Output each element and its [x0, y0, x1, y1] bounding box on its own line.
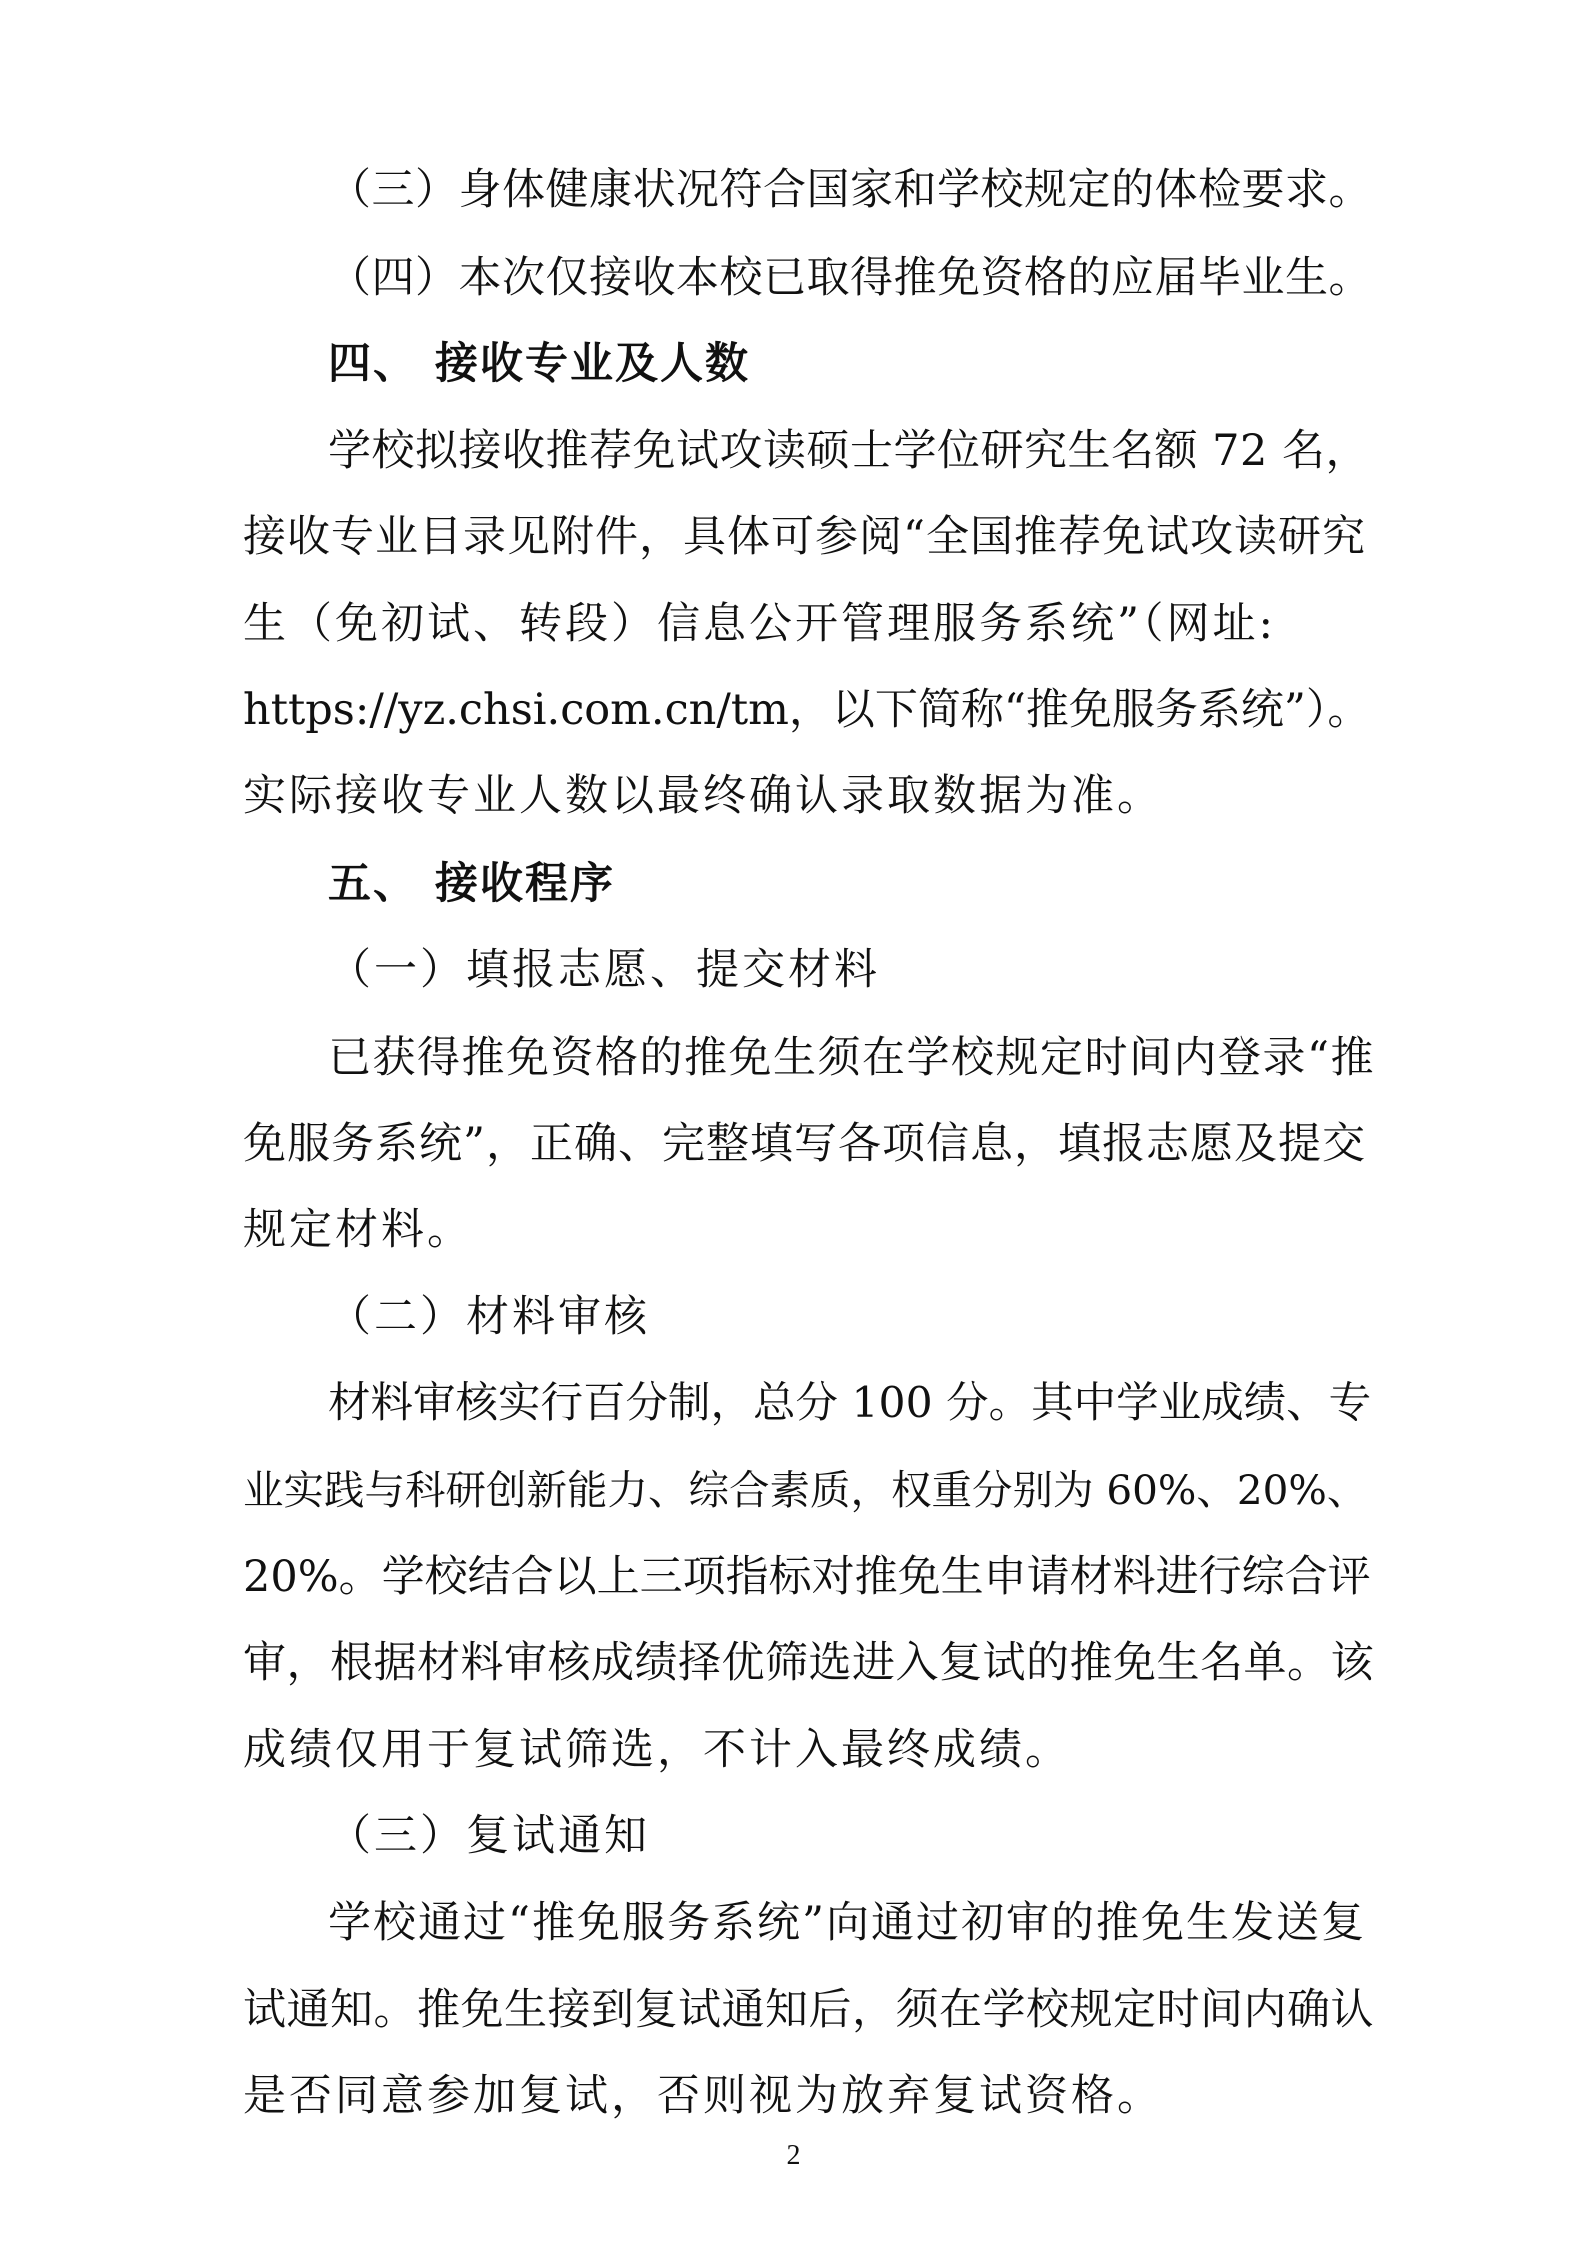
page-number: 2	[786, 2140, 801, 2171]
paragraph-line: 实际接收专业人数以最终确认录取数据为准。	[243, 771, 1163, 821]
item-3-health: （三）身体健康状况符合国家和学校规定的体检要求。	[328, 165, 1372, 215]
paragraph-line: 试通知。推免生接到复试通知后，须在学校规定时间内确认	[243, 1985, 1374, 2035]
paragraph-line-url: https://yz.chsi.com.cn/tm，以下简称“推免服务系统”）。	[243, 685, 1371, 735]
subsection-heading-3: （三）复试通知	[328, 1811, 650, 1861]
paragraph-line: 规定材料。	[243, 1205, 473, 1255]
paragraph-line: 成绩仅用于复试筛选，不计入最终成绩。	[243, 1725, 1071, 1775]
paragraph-line: 业实践与科研创新能力、综合素质，权重分别为 60%、20%、	[243, 1466, 1368, 1514]
subsection-heading-2: （二）材料审核	[328, 1292, 650, 1342]
paragraph-line: 生（免初试、转段）信息公开管理服务系统”（网址:	[243, 599, 1276, 649]
paragraph-line: 审，根据材料审核成绩择优筛选进入复试的推免生名单。该	[243, 1638, 1374, 1688]
paragraph-line: 材料审核实行百分制，总分 100 分。其中学业成绩、专	[328, 1379, 1372, 1428]
paragraph-line: 免服务系统”，正确、完整填写各项信息，填报志愿及提交	[243, 1119, 1366, 1169]
item-4-eligibility: （四）本次仅接收本校已取得推免资格的应届毕业生。	[328, 253, 1372, 303]
paragraph-line: 学校拟接收推荐免试攻读硕士学位研究生名额 72 名，	[328, 426, 1370, 476]
paragraph-line: 接收专业目录见附件，具体可参阅“全国推荐免试攻读研究	[243, 512, 1366, 562]
paragraph-line: 已获得推免资格的推免生须在学校规定时间内登录“推	[328, 1033, 1375, 1083]
section-heading-4: 四、 接收专业及人数	[328, 339, 750, 389]
subsection-heading-1: （一）填报志愿、提交材料	[328, 945, 880, 995]
paragraph-line: 学校通过“推免服务系统”向通过初审的推免生发送复	[328, 1898, 1366, 1948]
section-heading-5: 五、 接收程序	[328, 859, 615, 909]
paragraph-line: 20%。学校结合以上三项指标对推免生申请材料进行综合评	[243, 1552, 1371, 1602]
paragraph-line: 是否同意参加复试，否则视为放弃复试资格。	[243, 2071, 1163, 2121]
